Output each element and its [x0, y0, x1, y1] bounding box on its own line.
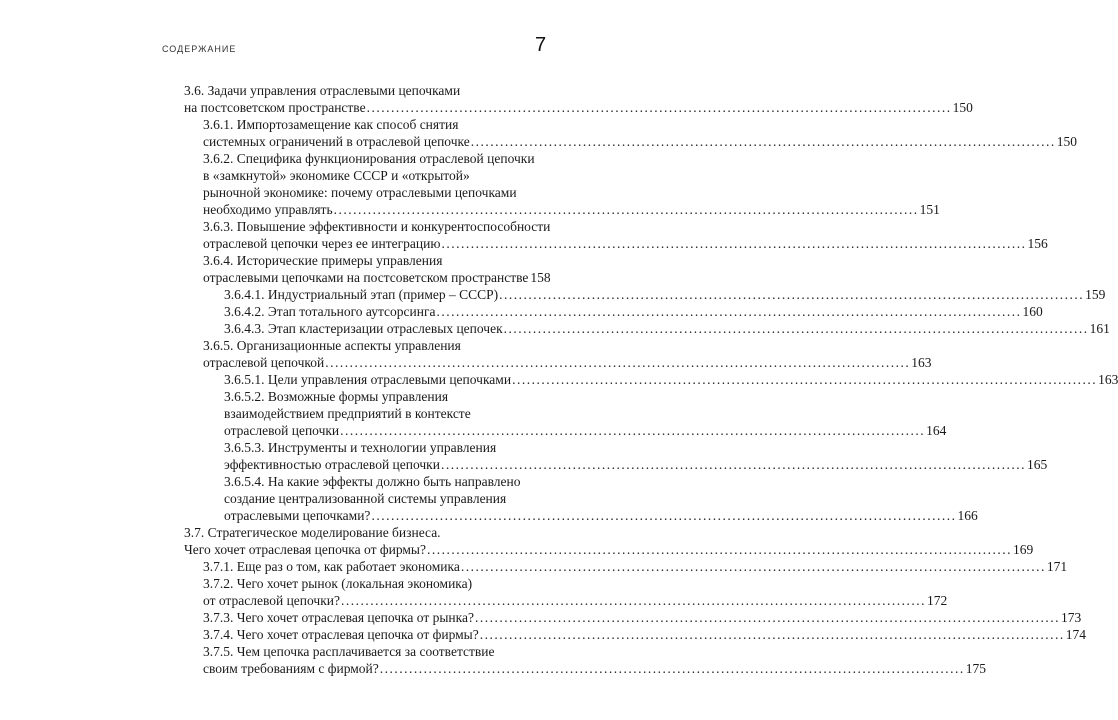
toc-entry-text: создание централизованной системы управления	[224, 491, 507, 506]
toc-line	[203, 116, 458, 133]
toc-entry-text: необходимо управлять	[203, 202, 333, 217]
toc-page-number: 164	[926, 423, 947, 438]
toc-entry-text: 3.6.4.1. Индустриальный этап (пример – СССР)	[224, 287, 499, 302]
toc-page-number: 161	[1089, 321, 1110, 336]
toc-line	[203, 218, 550, 235]
toc-entry-text: 3.6.4. Исторические примеры управления	[203, 253, 443, 268]
toc-line	[184, 541, 1034, 558]
toc-line	[203, 643, 495, 660]
toc-page-number: 158	[530, 270, 551, 285]
toc-page-number: 169	[1012, 542, 1034, 557]
toc-line	[203, 133, 1077, 150]
toc-page-number: 150	[1056, 134, 1077, 149]
toc-entry-text: 3.6.5.1. Цели управления отраслевыми цепочками	[224, 372, 512, 387]
leader-dots: ........................................................................................................................	[503, 321, 1089, 336]
toc-entry-text: 3.6.5. Организационные аспекты управления	[203, 338, 461, 353]
toc-line	[203, 626, 1086, 643]
toc-page-number: 171	[1046, 559, 1068, 574]
toc-page-number: 150	[952, 100, 973, 115]
leader-dots: ........................................................................................................................	[499, 287, 1085, 302]
running-head: СОДЕРЖАНИЕ	[162, 44, 237, 54]
toc-entry-text: 3.7.2. Чего хочет рынок (локальная экономика)	[203, 576, 473, 591]
toc-entry-text: отраслевыми цепочками на постсоветском пространстве	[203, 270, 529, 285]
toc-line	[203, 201, 940, 218]
toc-page-number: 175	[965, 661, 987, 676]
toc-entry-text: 3.6.4.2. Этап тотального аутсорсинга	[224, 304, 436, 319]
toc-line	[224, 286, 1106, 303]
toc-entry-text: 3.6.5.4. На какие эффекты должно быть направлено	[224, 474, 521, 489]
toc-page-number: 173	[1061, 610, 1082, 625]
toc-page-number: 172	[926, 593, 948, 608]
page-number: 7	[535, 34, 547, 56]
toc-entry-text: 3.6. Задачи управления отраслевыми цепочками	[184, 83, 461, 98]
toc-line	[224, 388, 448, 405]
toc-entry-text: взаимодействием предприятий в контексте	[224, 406, 471, 421]
toc-line	[224, 371, 1118, 388]
toc-page-number: 174	[1065, 627, 1086, 642]
toc-line	[224, 405, 471, 422]
toc-line	[184, 99, 973, 116]
toc-line	[203, 252, 442, 269]
toc-line	[203, 184, 517, 201]
toc-line	[224, 303, 1043, 320]
toc-entry-text: в «замкнутой» экономике СССР и «открытой»	[203, 168, 470, 183]
toc-entry-text: 3.7.5. Чем цепочка расплачивается за соответствие	[203, 644, 495, 659]
toc-line	[184, 82, 460, 99]
toc-page-number: 166	[957, 508, 978, 523]
toc-entry-text: 3.6.5.2. Возможные формы управления	[224, 389, 449, 404]
leader-dots: ........................................................................................................................	[441, 236, 1027, 251]
toc-page-number: 163	[1098, 372, 1118, 387]
toc-page-number: 165	[1026, 457, 1048, 472]
toc-page-number: 160	[1022, 304, 1043, 319]
toc-entry-text: 3.6.5.3. Инструменты и технологии управления	[224, 440, 497, 455]
toc-page-number: 159	[1085, 287, 1106, 302]
toc-line	[224, 456, 1048, 473]
leader-dots: ........................................................................................................................	[371, 508, 957, 523]
toc-line	[203, 354, 932, 371]
toc-line	[203, 609, 1082, 626]
leader-dots: ........................................................................................................................	[340, 423, 926, 438]
leader-dots: ........................................................................................................................	[340, 593, 926, 608]
toc-entry-text: эффективностью отраслевой цепочки	[224, 457, 440, 472]
leader-dots: ........................................................................................................................	[460, 559, 1046, 574]
toc-page-number: 156	[1027, 236, 1048, 251]
toc-entry-text: 3.7. Стратегическое моделирование бизнеса.	[184, 525, 441, 540]
leader-dots: ........................................................................................................................	[436, 304, 1022, 319]
toc-entry-text: отраслевой цепочки	[224, 423, 340, 438]
toc-entry-text: 3.7.3. Чего хочет отраслевая цепочка от рынка?	[203, 610, 474, 625]
toc-line	[224, 422, 947, 439]
toc-entry-text: Чего хочет отраслевая цепочка от фирмы?	[184, 542, 426, 557]
toc-line	[224, 320, 1110, 337]
toc-line	[203, 235, 1048, 252]
toc-entry-text: 3.6.2. Специфика функционирования отраслевой цепочки	[203, 151, 535, 166]
leader-dots: ........................................................................................................................	[379, 661, 965, 676]
leader-dots: ........................................................................................................................	[479, 627, 1065, 642]
toc-page-number: 163	[911, 355, 932, 370]
toc-entry-text: 3.6.4.3. Этап кластеризации отраслевых цепочек	[224, 321, 503, 336]
leader-dots: ........................................................................................................................	[426, 542, 1012, 557]
toc-line	[203, 269, 551, 286]
leader-dots: ........................................................................................................................	[512, 372, 1098, 387]
toc-entry-text: на постсоветском пространстве	[184, 100, 366, 115]
toc-entry-text: отраслевой цепочки через ее интеграцию	[203, 236, 441, 251]
toc-entry-text: отраслевыми цепочками?	[224, 508, 371, 523]
toc-entry-text: 3.6.1. Импортозамещение как способ снятия	[203, 117, 459, 132]
leader-dots: ........................................................................................................................	[470, 134, 1056, 149]
toc-line	[203, 660, 987, 677]
toc-entry-text: 3.7.4. Чего хочет отраслевая цепочка от фирмы?	[203, 627, 479, 642]
leader-dots: ........................................................................................................................	[475, 610, 1060, 625]
toc-entry-text: 3.6.3. Повышение эффективности и конкурентоспособности	[203, 219, 551, 234]
leader-dots: ........................................................................................................................	[440, 457, 1026, 472]
toc-line	[224, 507, 978, 524]
toc-line	[224, 490, 506, 507]
toc-line	[224, 439, 496, 456]
toc-entry-text: своим требованиям с фирмой?	[203, 661, 379, 676]
toc-entry-text: системных ограничений в отраслевой цепочке	[203, 134, 470, 149]
toc-line	[203, 558, 1068, 575]
toc-line	[203, 337, 461, 354]
toc-page-number: 151	[919, 202, 940, 217]
toc-line	[203, 575, 472, 592]
toc-entry-text: от отраслевой цепочки?	[203, 593, 340, 608]
toc-entry-text: рыночной экономике: почему отраслевыми цепочками	[203, 185, 517, 200]
leader-dots: ........................................................................................................................	[325, 355, 911, 370]
toc-line	[203, 150, 535, 167]
toc-line	[203, 592, 948, 609]
leader-dots: ........................................................................................................................	[333, 202, 919, 217]
toc-entry-text: 3.7.1. Еще раз о том, как работает экономика	[203, 559, 460, 574]
toc-line	[184, 524, 441, 541]
leader-dots: ........................................................................................................................	[366, 100, 952, 115]
toc-line	[203, 167, 470, 184]
toc-entry-text: отраслевой цепочкой	[203, 355, 325, 370]
toc-line	[224, 473, 520, 490]
